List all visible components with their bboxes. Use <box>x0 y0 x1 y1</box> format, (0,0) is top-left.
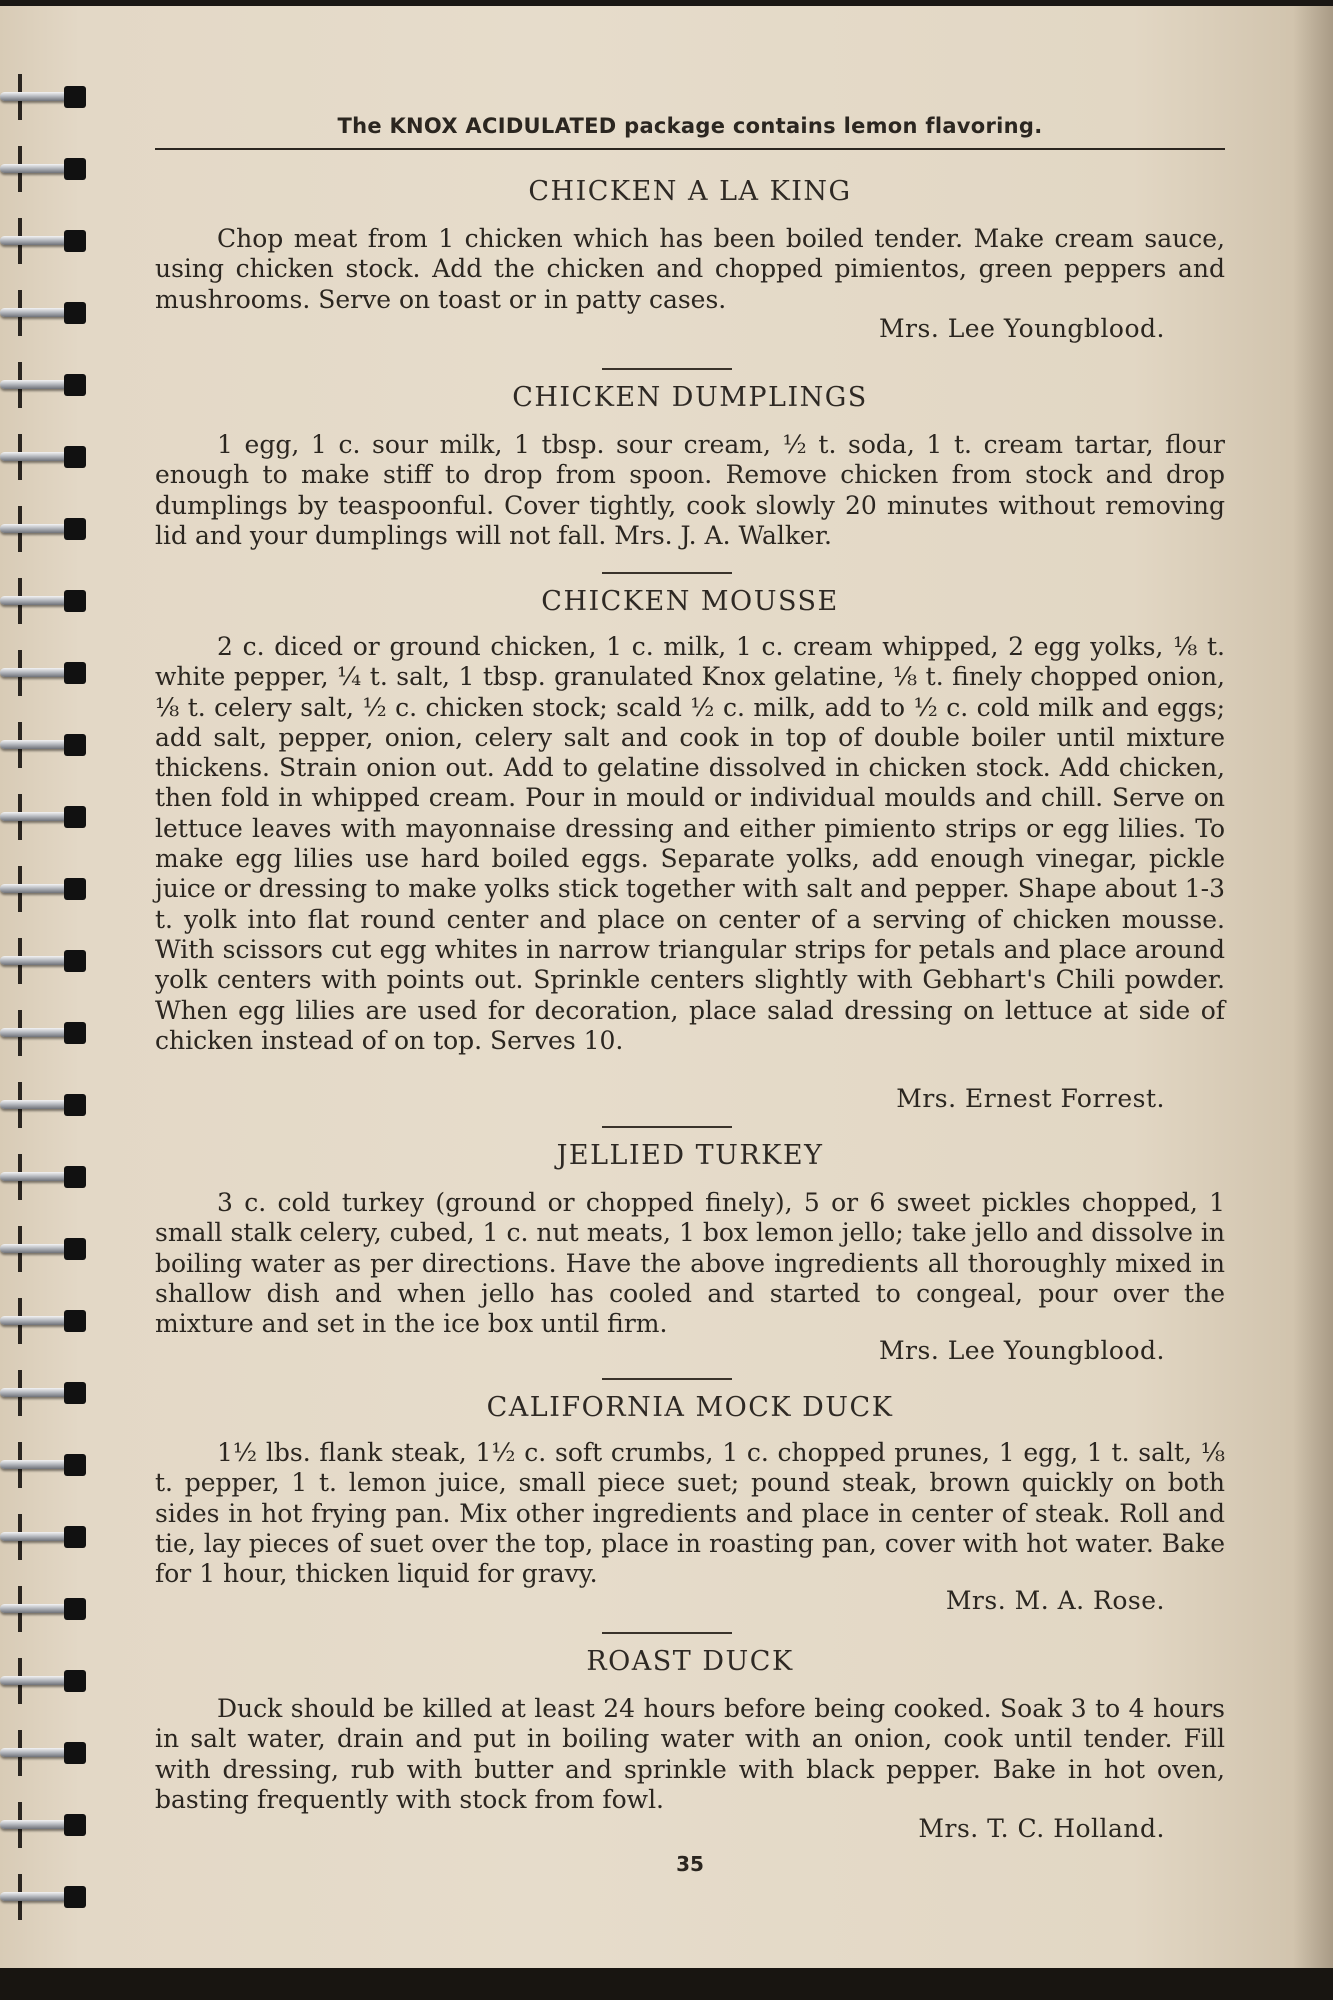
binding-hole <box>64 1886 86 1908</box>
binding-ring <box>0 1020 92 1046</box>
recipe-body: Chop meat from 1 chicken which has been boiled tender. Make cream sauce, using chicken stock. Add the chicken and chopped pimientos, green peppers and mushrooms. Serve on toast or in patty cases. <box>155 224 1225 314</box>
binding-hole <box>64 662 86 684</box>
binding-wire <box>0 308 70 317</box>
recipe-title: ROAST DUCK <box>586 1646 794 1677</box>
binding-ring <box>0 228 92 254</box>
binding-ring <box>0 84 92 110</box>
binding-hole <box>64 1310 86 1332</box>
binding-wire <box>0 1172 70 1181</box>
recipe-divider <box>602 368 732 370</box>
binding-hole <box>64 1382 86 1404</box>
binding-wire <box>0 1316 70 1325</box>
binding-ring <box>0 1236 92 1262</box>
binding-ring <box>0 1164 92 1190</box>
page-bottom-shadow <box>0 1968 1333 2000</box>
binding-hole <box>64 446 86 468</box>
recipe-author: Mrs. M. A. Rose. <box>945 1586 1165 1615</box>
binding-hole <box>64 86 86 108</box>
binding-hole <box>64 806 86 828</box>
recipe-title: CHICKEN MOUSSE <box>541 586 839 617</box>
binding-ring <box>0 1092 92 1118</box>
page-number: 35 <box>676 1852 704 1876</box>
recipe-author: Mrs. Lee Youngblood. <box>878 1336 1165 1365</box>
binding-wire <box>0 1820 70 1829</box>
binding-ring <box>0 732 92 758</box>
binding-wire <box>0 1892 70 1901</box>
binding-hole <box>64 158 86 180</box>
spiral-binding <box>0 6 100 1968</box>
recipe-body: 1½ lbs. flank steak, 1½ c. soft crumbs, 1 c. chopped prunes, 1 egg, 1 t. salt, ⅛ t. pepper, 1 t. lemon juice, small piece suet; pound steak, brown quickly on both sides in hot frying pan. Mix other ingredients and place in center of steak. Roll and tie, lay pieces of suet over the top, place in roasting pan, cover with hot water. Bake for 1 hour, thicken liquid for gravy. <box>155 1438 1225 1589</box>
binding-ring <box>0 1308 92 1334</box>
recipe-author: Mrs. Ernest Forrest. <box>896 1084 1165 1113</box>
running-header: The KNOX ACIDULATED package contains lemon flavoring. <box>337 114 1043 138</box>
binding-wire <box>0 812 70 821</box>
binding-wire <box>0 1460 70 1469</box>
recipe-divider <box>602 1632 732 1634</box>
binding-hole <box>64 374 86 396</box>
binding-ring <box>0 1380 92 1406</box>
binding-wire <box>0 740 70 749</box>
recipe-title: CALIFORNIA MOCK DUCK <box>486 1392 894 1423</box>
recipe-body: Duck should be killed at least 24 hours before being cooked. Soak 3 to 4 hours in salt water, drain and put in boiling water with an onion, cook until tender. Fill with dressing, rub with butter and sprinkle with black pepper. Bake in hot oven, basting frequently with stock from fowl. <box>155 1694 1225 1814</box>
binding-hole <box>64 734 86 756</box>
binding-wire <box>0 1532 70 1541</box>
binding-wire <box>0 884 70 893</box>
binding-hole <box>64 1742 86 1764</box>
binding-ring <box>0 660 92 686</box>
binding-wire <box>0 956 70 965</box>
binding-hole <box>64 1238 86 1260</box>
binding-wire <box>0 1676 70 1685</box>
binding-wire <box>0 1244 70 1253</box>
recipe-author: Mrs. T. C. Holland. <box>918 1814 1165 1843</box>
binding-ring <box>0 372 92 398</box>
binding-wire <box>0 524 70 533</box>
binding-hole <box>64 590 86 612</box>
recipe-body: 1 egg, 1 c. sour milk, 1 tbsp. sour cream, ½ t. soda, 1 t. cream tartar, flour enough to make stiff to drop from spoon. Remove chicken from stock and drop dumplings by teaspoonful. Cover tightly, cook slowly 20 minutes without removing lid and your dumplings will not fall. Mrs. J. A. Walker. <box>155 430 1225 550</box>
recipe-body: 2 c. diced or ground chicken, 1 c. milk, 1 c. cream whipped, 2 egg yolks, ⅛ t. white pepper, ¼ t. salt, 1 tbsp. granulated Knox gelatine, ⅛ t. finely chopped onion, ⅛ t. celery salt, ½ c. chicken stock; scald ½ c. milk, add to ½ c. cold milk and eggs; add salt, pepper, onion, celery salt and cook in top of double boiler until mixture thickens. Strain onion out. Add to gelatine dissolved in chicken stock. Add chicken, then fold in whipped cream. Pour in mould or individual moulds and chill. Serve on lettuce leaves with mayonnaise dressing and either pimiento strips or egg lilies. To make egg lilies use hard boiled eggs. Separate yolks, add enough vinegar, pickle juice or dressing to make yolks stick together with salt and pepper. Shape about 1-3 t. yolk into flat round center and place on center of a serving of chicken mousse. With scissors cut egg whites in narrow triangular strips for petals and place around yolk centers with points out. Sprinkle centers slightly with Gebhart's Chili powder. When egg lilies are used for decoration, place salad dressing on lettuce at side of chicken instead of on top. Serves 10. <box>155 632 1225 1055</box>
binding-ring <box>0 588 92 614</box>
binding-ring <box>0 804 92 830</box>
binding-hole <box>64 518 86 540</box>
binding-ring <box>0 444 92 470</box>
binding-hole <box>64 950 86 972</box>
binding-ring <box>0 1812 92 1838</box>
cookbook-page <box>0 6 1333 1968</box>
header-rule <box>155 148 1225 150</box>
recipe-title: JELLIED TURKEY <box>556 1140 824 1171</box>
recipe-divider <box>602 1378 732 1380</box>
binding-hole <box>64 1598 86 1620</box>
binding-wire <box>0 1388 70 1397</box>
binding-ring <box>0 1524 92 1550</box>
binding-hole <box>64 302 86 324</box>
binding-ring <box>0 1452 92 1478</box>
binding-ring <box>0 1596 92 1622</box>
binding-hole <box>64 1166 86 1188</box>
binding-wire <box>0 596 70 605</box>
binding-ring <box>0 1740 92 1766</box>
binding-wire <box>0 1748 70 1757</box>
recipe-title: CHICKEN A LA KING <box>528 176 852 207</box>
binding-hole <box>64 1670 86 1692</box>
binding-hole <box>64 1814 86 1836</box>
recipe-body: 3 c. cold turkey (ground or chopped finely), 5 or 6 sweet pickles chopped, 1 small stalk celery, cubed, 1 c. nut meats, 1 box lemon jello; take jello and dissolve in boiling water as per directions. Have the above ingredients all thoroughly mixed in shallow dish and when jello has cooled and started to congeal, pour over the mixture and set in the ice box until firm. <box>155 1188 1225 1339</box>
binding-wire <box>0 668 70 677</box>
binding-wire <box>0 1604 70 1613</box>
binding-wire <box>0 1100 70 1109</box>
binding-hole <box>64 878 86 900</box>
binding-ring <box>0 156 92 182</box>
recipe-title: CHICKEN DUMPLINGS <box>512 382 868 413</box>
binding-ring <box>0 876 92 902</box>
binding-wire <box>0 92 70 101</box>
binding-ring <box>0 1668 92 1694</box>
binding-hole <box>64 1022 86 1044</box>
binding-ring <box>0 1884 92 1910</box>
binding-hole <box>64 1094 86 1116</box>
binding-wire <box>0 1028 70 1037</box>
binding-ring <box>0 516 92 542</box>
recipe-author: Mrs. Lee Youngblood. <box>878 314 1165 343</box>
recipe-divider <box>602 1126 732 1128</box>
binding-hole <box>64 1454 86 1476</box>
binding-wire <box>0 452 70 461</box>
binding-ring <box>0 300 92 326</box>
binding-ring <box>0 948 92 974</box>
binding-wire <box>0 380 70 389</box>
binding-wire <box>0 236 70 245</box>
binding-wire <box>0 164 70 173</box>
binding-hole <box>64 1526 86 1548</box>
recipe-divider <box>602 572 732 574</box>
binding-hole <box>64 230 86 252</box>
